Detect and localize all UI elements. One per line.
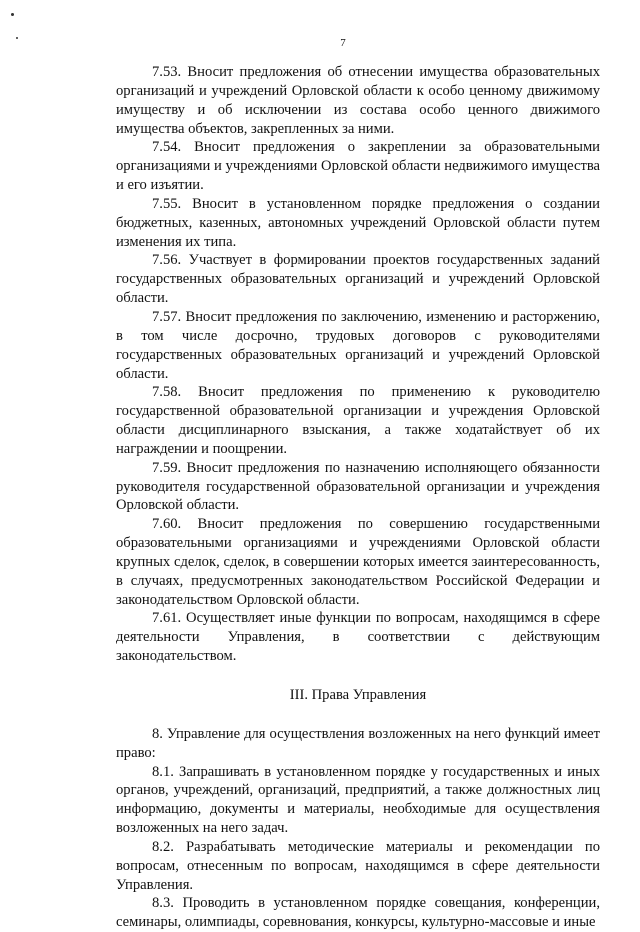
clause-7-60: 7.60. Вносит предложения по совершению государственными образовательными организациями и учреждениями Орловской области крупных сделок, сделок, в совершении которых имеется заинтересованность, в случаях, предусмотренных законодательством Российской Федерации и законодательством Орловской области. — [116, 516, 600, 608]
clause-8-1: 8.1. Запрашивать в установленном порядке у государственных и иных органов, учреждений, организаций, предприятий, а также должностных лиц информацию, документы и материалы, необходимые для осуществления возложенных на него задач. — [116, 763, 600, 837]
scan-speck — [11, 13, 14, 16]
document-body — [116, 63, 600, 932]
page-number: 7 — [340, 37, 346, 49]
clause-7-61: 7.61. Осуществляет иные функции по вопросам, находящимся в сфере деятельности Управления, в соответствии с действующим законодательством. — [116, 610, 600, 665]
clause-7-55: 7.55. Вносит в установленном порядке предложения о создании бюджетных, казенных, автономных учреждений Орловской области путем изменения их типа. — [116, 195, 600, 250]
clause-7-57: 7.57. Вносит предложения по заключению, изменению и расторжению, в том числе досрочно, трудовых договоров с руководителями государственных образовательных организаций и учреждений Орловской области. — [116, 308, 600, 382]
clause-8-2: 8.2. Разрабатывать методические материалы и рекомендации по вопросам, отнесенным по вопросам, находящимся в сфере деятельности Управления. — [116, 838, 600, 893]
clause-7-56: 7.56. Участвует в формировании проектов государственных заданий государственных образовательных организаций и учреждений Орловской области. — [116, 252, 600, 307]
clause-7-54: 7.54. Вносит предложения о закреплении за образовательными организациями и учреждениями Орловской области недвижимого имущества и его изъятии. — [116, 139, 600, 194]
section-title: III. Права Управления — [289, 687, 427, 703]
clause-7-58: 7.58. Вносит предложения по применению к руководителю государственной образовательной организации и учреждения Орловской области дисциплинарного взыскания, а также ходатайствует об их награждении и поощрении. — [116, 384, 600, 457]
clause-8: 8. Управление для осуществления возложенных на него функций имеет право: — [116, 725, 600, 761]
clause-7-53: 7.53. Вносит предложения об отнесении имущества образовательных организаций и учреждений Орловской области к особо ценному движимому имуществу и об исключении из состава особо ценного движимого имущества объектов, закрепленных за ними. — [116, 64, 600, 137]
clause-8-3: 8.3. Проводить в установленном порядке совещания, конференции, семинары, олимпиады, соревнования, конкурсы, культурно-массовые и иные — [116, 895, 600, 931]
clause-7-59: 7.59. Вносит предложения по назначению исполняющего обязанности руководителя государственной образовательной организации и учреждения Орловской области. — [116, 459, 600, 514]
